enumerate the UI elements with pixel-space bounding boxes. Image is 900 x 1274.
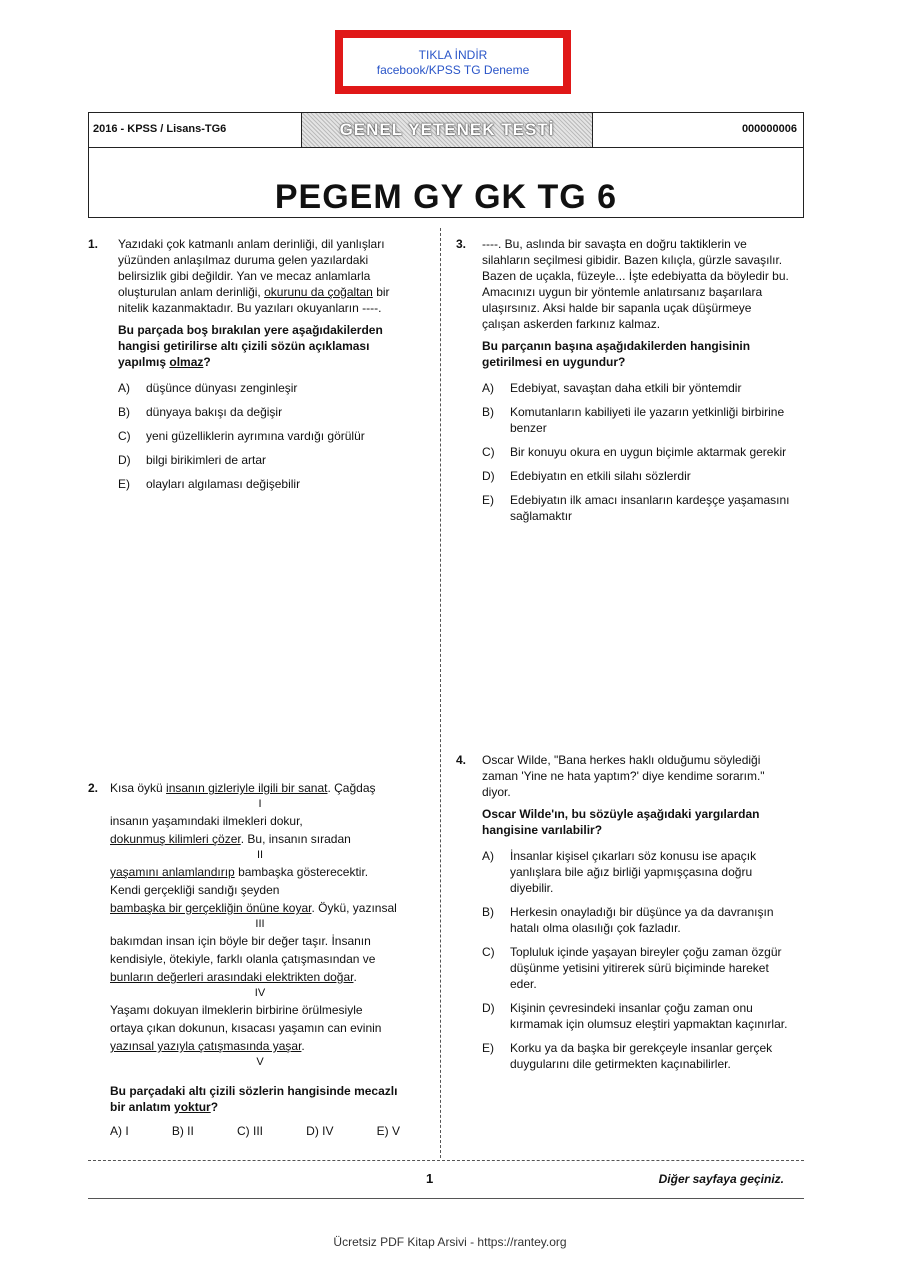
roman-numeral-5: V (256, 1056, 264, 1068)
option-text: dünyaya bakışı da değişir (146, 405, 283, 419)
option-text: Topluluk içinde yaşayan bireyler çoğu zaman özgür düşünme yetisini yitirerek sürü biçiminde hareket eder. (510, 945, 782, 991)
option-c[interactable] (482, 444, 792, 460)
stem-underline: olmaz (169, 355, 204, 369)
option-text: Kişinin çevresindeki insanlar çoğu zaman onu kırmamak için olumsuz eleştiri yapmaktan kaçınırlar. (510, 1001, 788, 1031)
option-e[interactable] (482, 1040, 792, 1072)
question-number: 2. (88, 781, 99, 795)
footer-divider (88, 1160, 804, 1161)
option-letter: B) (482, 905, 494, 919)
option-text: yeni güzelliklerin ayrımına vardığı görülür (146, 429, 365, 443)
option-a[interactable]: A) I (110, 1124, 129, 1138)
option-letter: C) (482, 945, 495, 959)
option-text: Bir konuyu okura en uygun biçimle aktarmak gerekir (510, 445, 787, 459)
banner-line-1[interactable]: TIKLA İNDİR (418, 48, 488, 62)
option-d[interactable]: D) IV (306, 1124, 334, 1138)
passage-line (110, 969, 410, 985)
passage-line (110, 900, 410, 916)
text: . Bu, insanın sıradan (240, 832, 351, 846)
option-c[interactable] (118, 428, 418, 444)
text: . Çağdaş (327, 781, 376, 795)
text: . (301, 1039, 305, 1053)
banner-line-2[interactable]: facebook/KPSS TG Deneme (376, 63, 530, 77)
option-letter: B) (482, 405, 494, 419)
footer-rule (88, 1198, 804, 1199)
underlined-phrase: okurunu da çoğaltan (264, 285, 373, 299)
question-stem: Bu parçanın başına aşağıdakilerden hangisinin getirilmesi en uygundur? (482, 339, 751, 369)
roman-numeral-2: II (256, 849, 264, 861)
option-letter: E) (118, 477, 130, 491)
exam-code: 2016 - KPSS / Lisans-TG6 (93, 123, 227, 135)
question-passage: Oscar Wilde, "Bana herkes haklı olduğumu söylediği zaman 'Yine ne hata yaptım?' diye kendime sorarım." diyor. (482, 753, 765, 799)
question-number: 3. (456, 237, 467, 251)
question-passage: ----. Bu, aslında bir savaşta en doğru taktiklerin ve silahların seçilmesi gibidir. Bazen kılıçla, gürzle savaşılır. Bazen de uçakla, füzeyle... İşte edebiyatta da böyledir bu. Amacınızı uygun bir yöntemle anlatırsanız başarılara ulaşırsınız. Aksi halde bir sapanla uçak düşürmeye çalışan askerden farkınız kalmaz. (482, 237, 789, 331)
option-text: İnsanlar kişisel çıkarları söz konusu ise apaçık yanlışlara bile ağız birliği yapmışçasına doğru diyebilir. (510, 849, 757, 895)
option-text: bilgi birikimleri de artar (146, 453, 267, 467)
underlined-phrase-4: bunların değerleri arasındaki elektrikten doğar (110, 970, 354, 984)
option-c[interactable] (482, 944, 792, 992)
passage-line: kendisiyle, ötekiyle, farklı olanla çatışmasından ve (110, 952, 376, 966)
passage-text: Yazıdaki çok katmanlı anlam derinliği, dil yanlışları yüzünden anlaşılmaz duruma gelen yazılardaki belirsizlik gibi değildir. Yan ve mecaz anlamlarla oluşturulan anlam derinliği, (118, 237, 385, 299)
next-page-note: Diğer sayfaya geçiniz. (658, 1172, 784, 1186)
option-text: Edebiyat, savaştan daha etkili bir yöntemdir (510, 381, 742, 395)
stem-end: ? (210, 1100, 219, 1114)
option-b[interactable] (482, 904, 792, 936)
option-text: Edebiyatın ilk amacı insanların kardeşçe yaşamasını sağlamaktır (510, 493, 790, 523)
question-stem: Oscar Wilde'ın, bu sözüyle aşağıdaki yargılardan hangisine varılabilir? (482, 807, 760, 837)
option-e[interactable] (118, 476, 418, 492)
option-letter: A) (118, 381, 130, 395)
stem-text: Bu parçada boş bırakılan yere aşağıdakilerden hangisi getirilirse altı çizili sözün açıklaması yapılmış (118, 323, 383, 369)
option-b[interactable] (118, 404, 418, 420)
question-number: 4. (456, 753, 467, 767)
option-d[interactable] (482, 468, 792, 484)
roman-numeral-4: IV (254, 987, 266, 999)
option-letter: D) (118, 453, 131, 467)
option-d[interactable] (118, 452, 418, 468)
passage-line: bakımdan insan için böyle bir değer taşır. İnsanın (110, 934, 371, 948)
source-footer[interactable]: Ücretsiz PDF Kitap Arsivi - https://rantey.org (333, 1235, 567, 1249)
option-text: olayları algılaması değişebilir (146, 477, 301, 491)
page-title: PEGEM GY GK TG 6 (274, 178, 618, 216)
option-letter: E) (482, 493, 494, 507)
passage-line: Yaşamı dokuyan ilmeklerin birbirine örülmesiyle (110, 1003, 363, 1017)
column-divider (440, 228, 441, 1158)
option-e[interactable] (482, 492, 792, 524)
passage-line (110, 864, 410, 880)
option-a[interactable] (482, 848, 792, 896)
option-b[interactable] (482, 404, 792, 436)
option-c[interactable]: C) III (237, 1124, 263, 1138)
option-text: Korku ya da başka bir gerekçeyle insanlar gerçek duygularını dile getirmekten kaçınabilirler. (510, 1041, 773, 1071)
option-letter: E) (482, 1041, 494, 1055)
answer-options (110, 1123, 400, 1139)
passage-line (110, 780, 410, 796)
roman-numeral-1: I (258, 798, 262, 810)
option-letter: B) (118, 405, 130, 419)
option-letter: C) (482, 445, 495, 459)
stem-text: Bu parçadaki altı çizili sözlerin hangisinde mecazlı bir anlatım (110, 1084, 398, 1114)
option-letter: C) (118, 429, 131, 443)
question-passage (118, 236, 418, 316)
option-letter: A) (482, 849, 494, 863)
question-stem (110, 1083, 410, 1115)
underlined-phrase-2: dokunmuş kilimleri çözer (110, 832, 241, 846)
option-letter: D) (482, 1001, 495, 1015)
underlined-phrase-1: insanın gizleriyle ilgili bir sanat (166, 781, 328, 795)
passage-text-end: bir nitelik kazanmaktadır. Bu yazıları okuyanların ----. (118, 285, 390, 315)
option-a[interactable] (118, 380, 418, 396)
passage-line: Kendi gerçekliği sandığı şeyden (110, 883, 280, 897)
underlined-phrase-3a: yaşamını anlamlandırıp (110, 865, 235, 879)
download-banner[interactable] (335, 30, 571, 94)
section-title: GENEL YETENEK TESTİ (339, 120, 555, 139)
option-text: düşünce dünyası zenginleşir (146, 381, 298, 395)
page-number: 1 (426, 1171, 434, 1186)
booklet-number: 000000006 (741, 123, 797, 135)
option-a[interactable] (482, 380, 792, 396)
question-number: 1. (88, 237, 99, 251)
stem-end: ? (203, 355, 211, 369)
text: bambaşka gösterecektir. (234, 865, 369, 879)
exam-header (88, 112, 804, 148)
text: . (353, 970, 357, 984)
option-e[interactable]: E) V (376, 1124, 400, 1138)
passage-line: ortaya çıkan dokunun, kısacası yaşamın can evinin (110, 1021, 382, 1035)
option-b[interactable]: B) II (171, 1124, 194, 1138)
option-text: Herkesin onayladığı bir düşünce ya da davranışın hatalı olma olasılığı çok fazladır. (510, 905, 774, 935)
option-d[interactable] (482, 1000, 792, 1032)
underlined-phrase-5: yazınsal yazıyla çatışmasında yaşar (110, 1039, 302, 1053)
roman-numeral-3: III (255, 918, 265, 930)
text: Kısa öykü (110, 781, 163, 795)
section-title-box (301, 113, 593, 147)
passage-line (110, 831, 410, 847)
option-text: Komutanların kabiliyeti ile yazarın yetkinliği birbirine benzer (510, 405, 785, 435)
option-letter: A) (482, 381, 494, 395)
passage-line (110, 1038, 410, 1054)
passage-line: insanın yaşamındaki ilmekleri dokur, (110, 814, 303, 828)
text: . Öykü, yazınsal (311, 901, 397, 915)
underlined-phrase-3: bambaşka bir gerçekliğin önüne koyar (110, 901, 312, 915)
title-box (88, 148, 804, 218)
stem-underline: yoktur (174, 1100, 211, 1114)
question-stem (118, 322, 418, 370)
option-text: Edebiyatın en etkili silahı sözlerdir (510, 469, 691, 483)
option-letter: D) (482, 469, 495, 483)
